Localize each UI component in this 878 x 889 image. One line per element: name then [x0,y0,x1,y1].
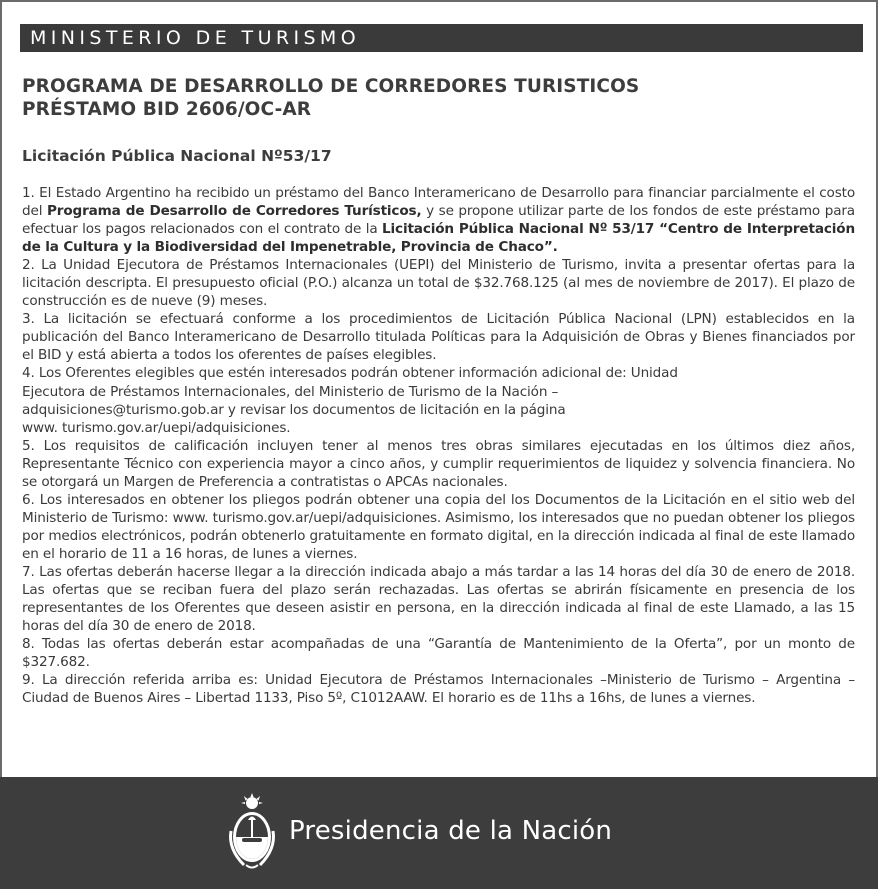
paragraph-1-contract-name: Licitación Pública Nacional Nº 53/17 “Centro de Interpretación de la Cultura y la Biodiversidad del Impenetrable, Provincia de Chaco”. [22,221,855,256]
paragraph-4-line2: Ejecutora de Préstamos Internacionales, del Ministerio de Turismo de la Nación – [22,383,559,400]
ministry-title: MINISTERIO DE TURISMO [30,27,361,49]
national-seal-icon [224,791,280,873]
paragraph-8: 8. Todas las ofertas deberán estar acompañadas de una “Garantía de Mantenimiento de la Oferta”, por un monto de $327.682. [22,636,855,671]
paragraph-7: 7. Las ofertas deberán hacerse llegar a la dirección indicada abajo a más tardar a las 14 horas del día 30 de enero de 2018. Las ofertas que se reciban fuera del plazo serán rechazadas. Las ofertas se abrirán físicamente en presencia de los representantes de los Oferentes que deseen asistir en persona, en la dirección indicada al final de este Llamado, a las 15 horas del día 30 de enero de 2018. [22,563,855,635]
paragraph-1-text-c: y se propone utilizar parte de los fondos de este préstamo para efectuar los pagos relacionados con el contrato de la [22,203,855,238]
paragraph-9: 9. La dirección referida arriba es: Unidad Ejecutora de Préstamos Internacionales –Ministerio de Turismo – Argentina – Ciudad de Buenos Aires – Libertad 1133, Piso 5º, C1012AAW. El horario es de 11hs a 16hs, de lunes a viernes. [22,672,855,707]
footer-bar [0,777,878,889]
paragraph-1 [22,184,855,256]
paragraph-6: 6. Los interesados en obtener los pliegos podrán obtener una copia del los Documentos de la Licitación en el sitio web del Ministerio de Turismo: www. turismo.gov.ar/uepi/adquisiciones. Asimismo, los interesados que no puedan obtener los pliegos por medios electrónicos, podrán obtenerlo gratuitamente en formato digital, en la dirección indicada al final de este llamado en el horario de 11 a 16 horas, de lunes a viernes. [22,491,855,562]
program-title [22,75,639,121]
paragraph-2: 2. La Unidad Ejecutora de Préstamos Internacionales (UEPI) del Ministerio de Turismo, invita a presentar ofertas para la licitación descripta. El presupuesto oficial (P.O.) alcanza un total de $32.768.125 (al mes de noviembre de 2017). El plazo de construcción es de nueve (9) meses. [22,257,855,310]
licitacion-title: Licitación Pública Nacional Nº53/17 [22,147,332,165]
paragraph-4 [22,364,855,436]
program-title-line2: PRÉSTAMO BID 2606/OC-AR [22,99,312,120]
paragraph-1-program-name: Programa de Desarrollo de Corredores Turísticos, [46,203,422,220]
paragraph-3: 3. La licitación se efectuará conforme a los procedimientos de Licitación Pública Nacional (LPN) establecidos en la publicación del Banco Interamericano de Desarrollo titulada Políticas para la Adquisición de Obras y Bienes financiados por el BID y está abierta a todos los oferentes de países elegibles. [22,311,855,364]
ministry-header-bar [20,24,863,52]
paragraph-4-line4: www. turismo.gov.ar/uepi/adquisiciones. [22,419,291,436]
paragraph-5: 5. Los requisitos de calificación incluyen tener al menos tres obras similares ejecutadas en los últimos diez años, Representante Técnico con experiencia mayor a cinco años, y cumplir requerimientos de liquidez y solvencia financiera. No se otorgará un Margen de Preferencia a contratistas o APCAs nacionales. [22,437,855,490]
footer-presidencia-text: Presidencia de la Nación [289,816,613,846]
paragraph-4-line3: adquisiciones@turismo.gob.ar y revisar los documentos de licitación en la página [22,401,566,418]
program-title-line1: PROGRAMA DE DESARROLLO DE CORREDORES TURISTICOS [22,76,640,97]
paragraph-4-line1: 4. Los Oferentes elegibles que estén interesados podrán obtener información adicional de: Unidad [22,365,678,382]
notice-body [22,184,855,707]
paragraph-1-text-a: 1. El Estado Argentino ha recibido un préstamo del Banco Interamericano de Desarrollo para financiar parcialmente el costo del [22,185,855,220]
